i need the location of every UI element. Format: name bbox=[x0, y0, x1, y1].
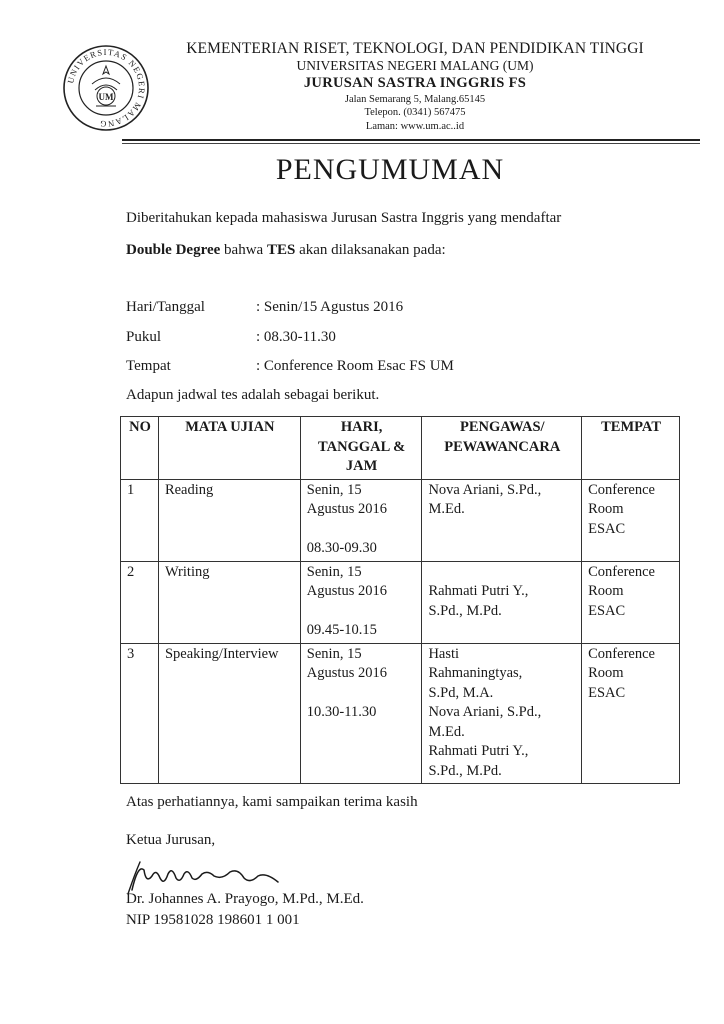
phone: Telepon. (0341) 567475 bbox=[364, 107, 466, 119]
address: Jalan Semarang 5, Malang.65145 bbox=[344, 93, 486, 105]
letterhead-divider bbox=[122, 139, 700, 141]
cell-examiner: Hasti Rahmaningtyas, S.Pd, M.A. Nova Ariani, S.Pd., M.Ed. Rahmati Putri Y., S.Pd., M.Pd. bbox=[422, 643, 582, 784]
cell-place: Conference Room ESAC bbox=[582, 479, 680, 561]
department-name: JURUSAN SASTRA INGGRIS FS bbox=[303, 74, 527, 91]
signature-icon bbox=[126, 856, 286, 896]
col-header-place: TEMPAT bbox=[582, 417, 680, 480]
letterhead-divider-thin bbox=[122, 143, 700, 144]
cell-place: Conference Room ESAC bbox=[582, 561, 680, 643]
cell-examiner: Rahmati Putri Y., S.Pd., M.Pd. bbox=[422, 561, 582, 643]
cell-no: 2 bbox=[121, 561, 159, 643]
intro-line-2: Double Degree bahwa TES akan dilaksanakan pada: bbox=[126, 242, 446, 258]
test-word: TES bbox=[266, 242, 296, 258]
university-seal-icon bbox=[62, 44, 150, 132]
signatory-nip: NIP 19581028 198601 1 001 bbox=[126, 912, 300, 928]
website: Laman: www.um.ac..id bbox=[365, 120, 465, 132]
detail-label: Hari/Tanggal bbox=[126, 299, 205, 315]
svg-text:UNIVERSITAS NEGERI MALANG bbox=[65, 47, 147, 129]
col-header-examiner: PENGAWAS/ PEWAWANCARA bbox=[422, 417, 582, 480]
letterhead bbox=[150, 40, 680, 132]
schedule-table bbox=[120, 416, 680, 784]
col-header-no: NO bbox=[121, 417, 159, 480]
cell-place: Conference Room ESAC bbox=[582, 643, 680, 784]
detail-label: Pukul bbox=[126, 329, 162, 345]
intro-line-1: Diberitahukan kepada mahasiswa Jurusan Sastra Inggris yang mendaftar bbox=[126, 210, 562, 226]
detail-value: : 08.30-11.30 bbox=[256, 329, 336, 345]
col-header-subject: MATA UJIAN bbox=[158, 417, 300, 480]
cell-subject: Reading bbox=[158, 479, 300, 561]
cell-subject: Writing bbox=[158, 561, 300, 643]
program-name: Double Degree bbox=[126, 242, 221, 258]
col-header-date: HARI, TANGGAL & JAM bbox=[300, 417, 422, 480]
seal-text: UNIVERSITAS NEGERI MALANG bbox=[65, 46, 148, 130]
cell-no: 1 bbox=[121, 479, 159, 561]
cell-time: 09.45-10.15 bbox=[306, 622, 377, 638]
table-row bbox=[121, 643, 680, 784]
signatory-role: Ketua Jurusan, bbox=[126, 832, 216, 848]
cell-no: 3 bbox=[121, 643, 159, 784]
detail-value: : Senin/15 Agustus 2016 bbox=[256, 299, 404, 315]
closing-text: Atas perhatiannya, kami sampaikan terima kasih bbox=[126, 794, 418, 810]
cell-subject: Speaking/Interview bbox=[158, 643, 300, 784]
cell-time: 08.30-09.30 bbox=[306, 540, 377, 556]
table-row bbox=[121, 561, 680, 643]
signatory-name: Dr. Johannes A. Prayogo, M.Pd., M.Ed. bbox=[126, 891, 364, 907]
ministry-name: KEMENTERIAN RISET, TEKNOLOGI, DAN PENDIDIKAN TINGGI bbox=[186, 40, 644, 57]
detail-value: : Conference Room Esac FS UM bbox=[256, 358, 454, 374]
page-title: PENGUMUMAN bbox=[275, 153, 505, 186]
cell-date: Senin, 15 Agustus 2016 08.30-09.30 bbox=[300, 479, 422, 561]
cell-date: Senin, 15 Agustus 2016 10.30-11.30 bbox=[300, 643, 422, 784]
seal-monogram: UM bbox=[98, 92, 114, 102]
schedule-intro: Adapun jadwal tes adalah sebagai berikut. bbox=[126, 387, 380, 403]
table-header-row bbox=[121, 417, 680, 480]
table-row bbox=[121, 479, 680, 561]
cell-time: 10.30-11.30 bbox=[306, 704, 377, 720]
cell-examiner: Nova Ariani, S.Pd., M.Ed. bbox=[422, 479, 582, 561]
detail-label: Tempat bbox=[126, 358, 171, 374]
cell-date: Senin, 15 Agustus 2016 09.45-10.15 bbox=[300, 561, 422, 643]
university-name: UNIVERSITAS NEGERI MALANG (UM) bbox=[296, 58, 534, 74]
